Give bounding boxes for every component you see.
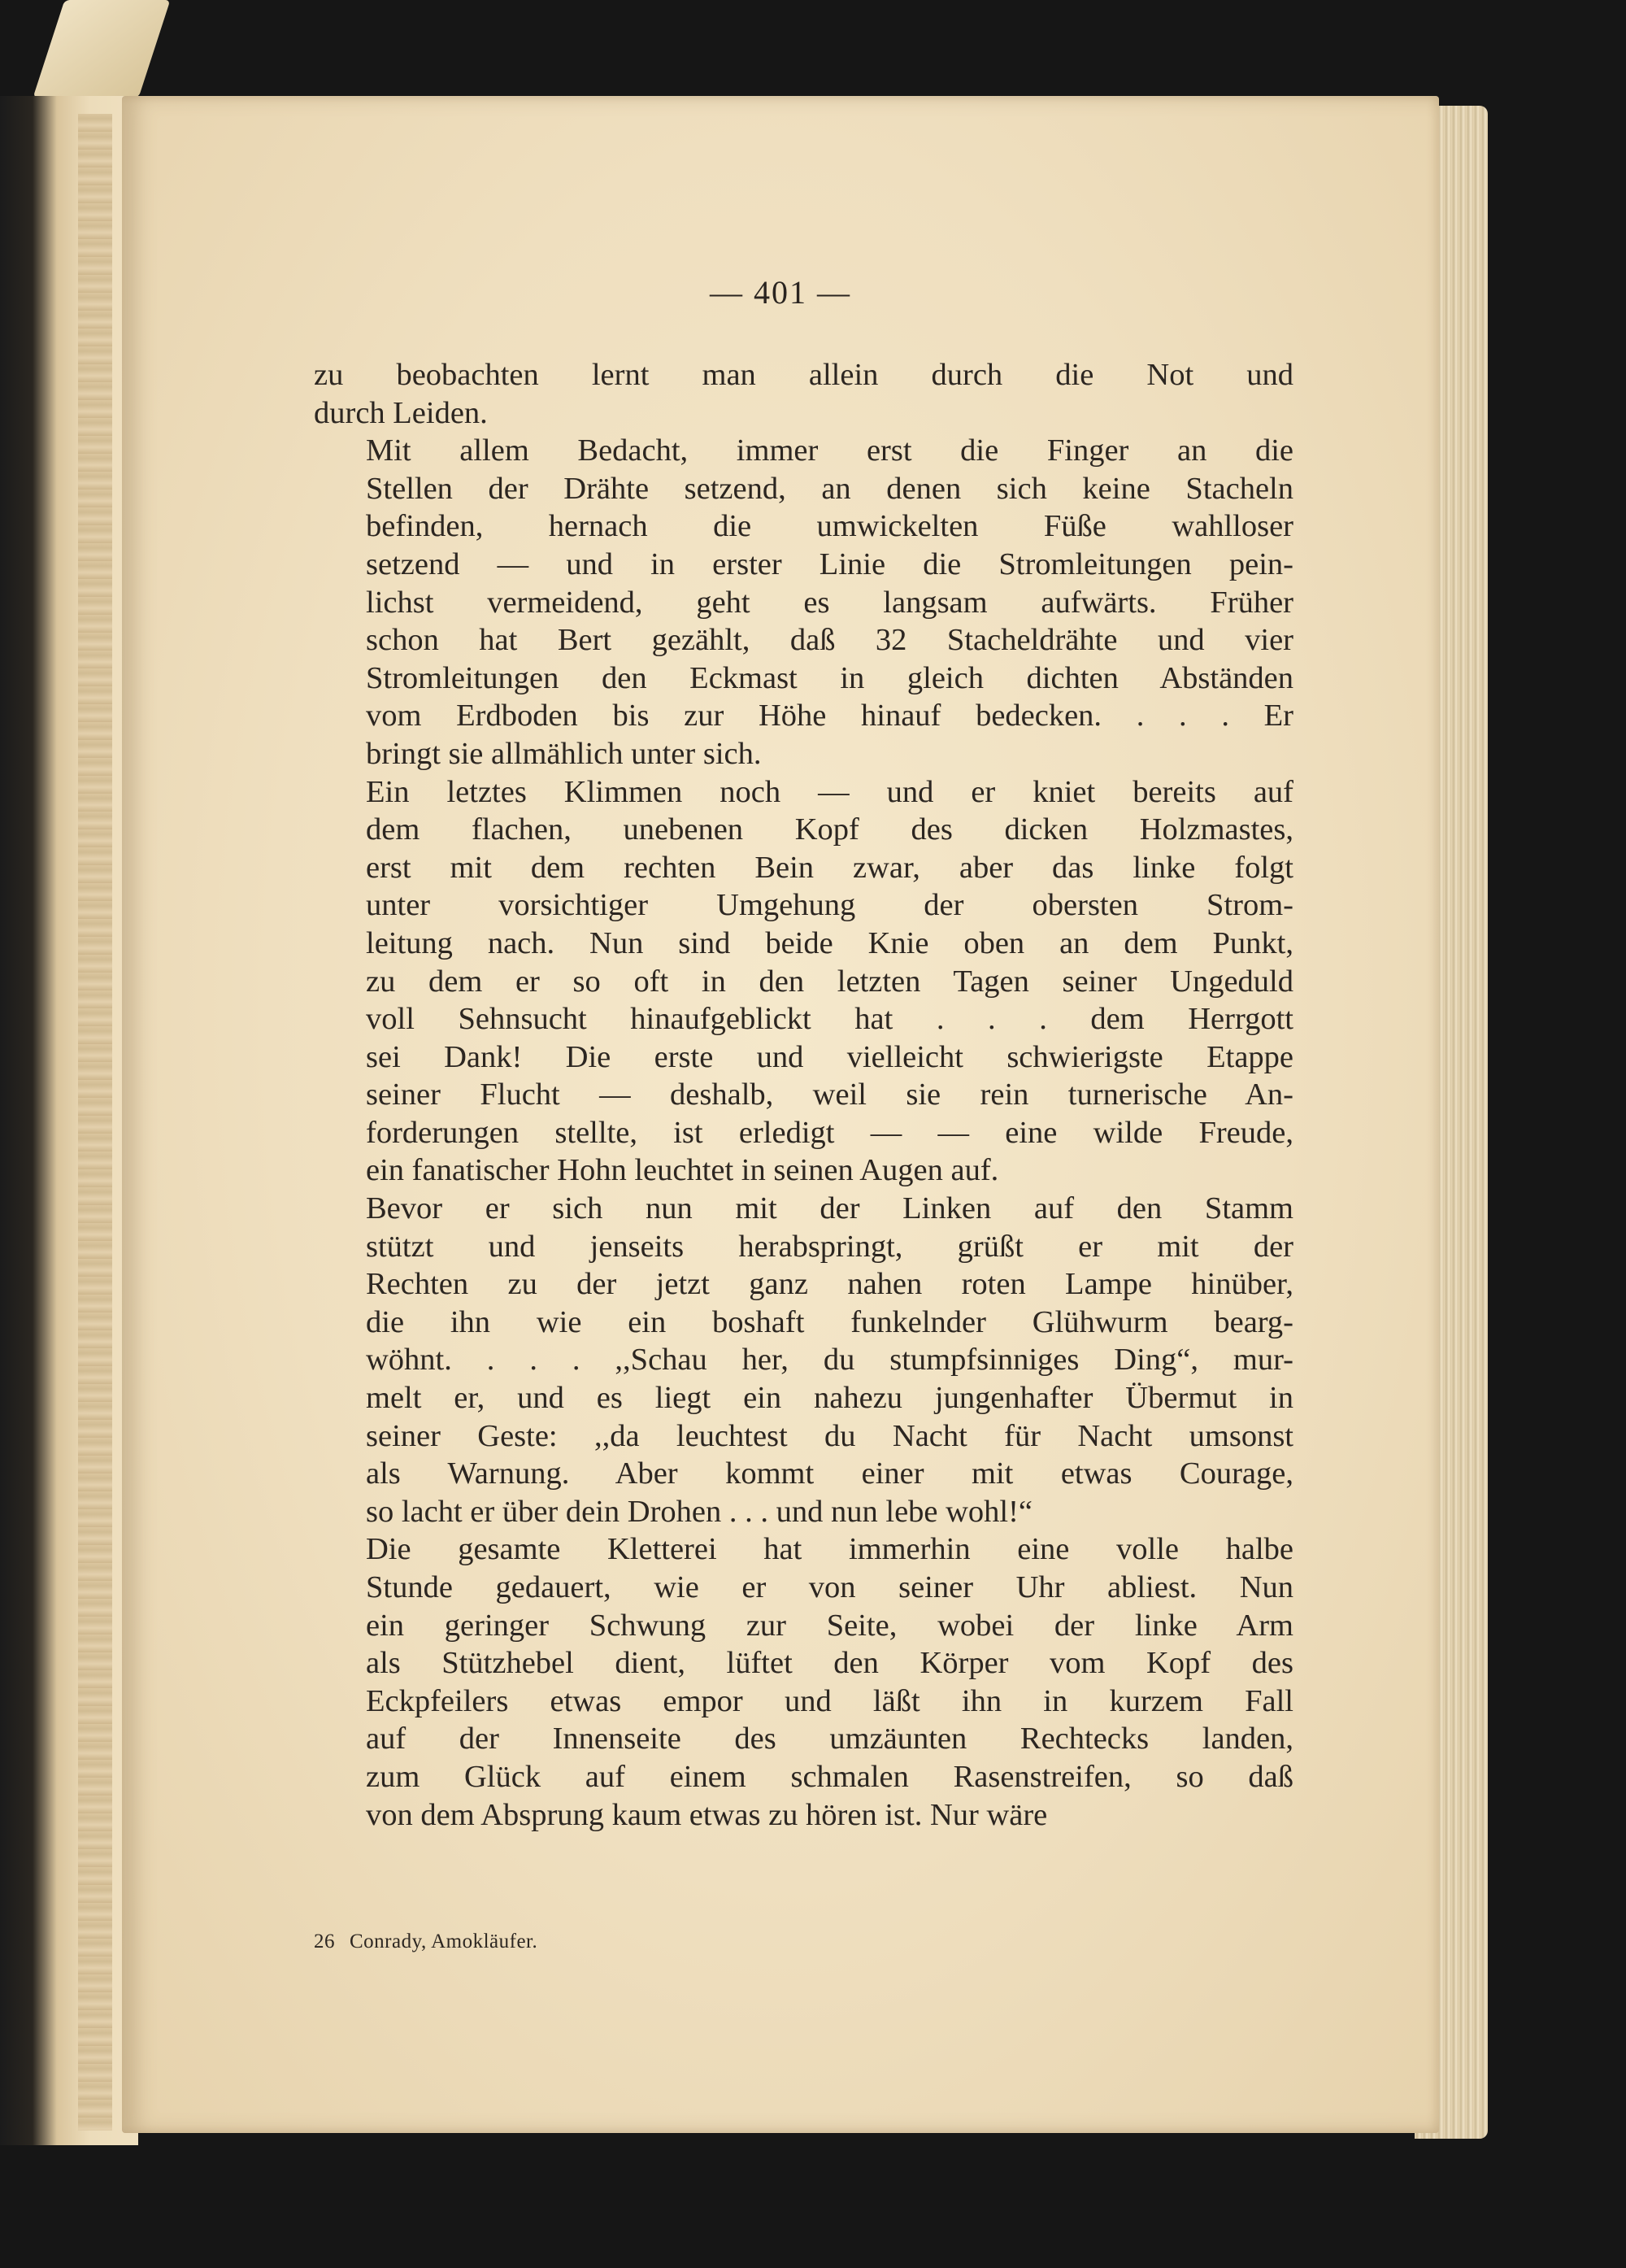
page-number: — 401 — xyxy=(710,274,851,311)
text-line: melt er, und es liegt ein nahezu jungenhafter Übermut in xyxy=(366,1381,1293,1416)
paragraph xyxy=(314,1530,1293,1834)
text-line: durch Leiden. xyxy=(314,395,488,430)
text-line: bringt sie allmählich unter sich. xyxy=(366,736,762,771)
torn-tab xyxy=(33,0,171,98)
text-line: zu beobachten lernt man allein durch die Not und xyxy=(314,358,1293,392)
text-line: seiner Geste: ,,da leuchtest du Nacht für Nacht umsonst xyxy=(366,1418,1293,1453)
footer-signature xyxy=(314,1931,537,1953)
text-line: von dem Absprung kaum etwas zu hören ist. Nur wäre xyxy=(366,1797,1048,1832)
paragraph xyxy=(314,773,1293,1191)
text-line: ein fanatischer Hohn leuchtet in seinen Augen auf. xyxy=(366,1153,999,1188)
text-line: als Stützhebel dient, lüftet den Körper vom Kopf des xyxy=(366,1646,1293,1681)
text-line: Die gesamte Kletterei hat immerhin eine volle halbe xyxy=(366,1532,1293,1567)
text-line: Stunde gedauert, wie er von seiner Uhr abliest. Nun xyxy=(366,1570,1293,1604)
text-line: stützt und jenseits herabspringt, grüßt er mit der xyxy=(366,1229,1293,1264)
text-line: leitung nach. Nun sind beide Knie oben an dem Punkt, xyxy=(366,925,1293,960)
text-line: Eckpfeilers etwas empor und läßt ihn in kurzem Fall xyxy=(366,1683,1293,1718)
text-line: befinden, hernach die umwickelten Füße wahlloser xyxy=(366,509,1293,544)
text-line: so lacht er über dein Drohen . . . und nun lebe wohl!“ xyxy=(366,1494,1033,1529)
signature-title: Conrady, Amokläufer. xyxy=(350,1931,538,1952)
text-line: auf der Innenseite des umzäunten Rechtecks landen, xyxy=(366,1722,1293,1757)
binding-strip xyxy=(78,114,112,2131)
text-line: Bevor er sich nun mit der Linken auf den Stamm xyxy=(366,1191,1293,1226)
text-line: schon hat Bert gezählt, daß 32 Stacheldrähte und vier xyxy=(366,623,1293,658)
text-line: dem flachen, unebenen Kopf des dicken Holzmastes, xyxy=(366,812,1293,847)
text-line: vom Erdboden bis zur Höhe hinauf bedecken. . . . Er xyxy=(366,699,1293,734)
text-line: sei Dank! Die erste und vielleicht schwierigste Etappe xyxy=(366,1039,1293,1074)
text-line: zu dem er so oft in den letzten Tagen seiner Ungeduld xyxy=(366,964,1293,999)
signature-number: 26 xyxy=(314,1931,335,1952)
text-line: setzend — und in erster Linie die Stromleitungen pein- xyxy=(366,546,1293,581)
text-line: die ihn wie ein boshaft funkelnder Glühwurm bearg- xyxy=(366,1304,1293,1339)
text-line: forderungen stellte, ist erledigt — — eine wilde Freude, xyxy=(366,1115,1293,1150)
paragraph xyxy=(314,356,1293,432)
text-line: Ein letztes Klimmen noch — und er kniet bereits auf xyxy=(366,774,1293,809)
text-line: erst mit dem rechten Bein zwar, aber das linke folgt xyxy=(366,850,1293,885)
text-line: unter vorsichtiger Umgehung der obersten Strom- xyxy=(366,888,1293,923)
text-line: voll Sehnsucht hinaufgeblickt hat . . . dem Herrgott xyxy=(366,1002,1293,1037)
text-line: Mit allem Bedacht, immer erst die Finger an die xyxy=(366,433,1293,468)
text-line: Stromleitungen den Eckmast in gleich dichten Abständen xyxy=(366,660,1293,695)
text-line: lichst vermeidend, geht es langsam aufwärts. Früher xyxy=(366,585,1293,620)
text-line: wöhnt. . . . ,,Schau her, du stumpfsinniges Ding“, mur- xyxy=(366,1343,1293,1378)
facing-page-edge xyxy=(0,96,138,2145)
text-line: seiner Flucht — deshalb, weil sie rein turnerische An- xyxy=(366,1077,1293,1112)
text-line: ein geringer Schwung zur Seite, wobei der linke Arm xyxy=(366,1608,1293,1643)
text-line: als Warnung. Aber kommt einer mit etwas Courage, xyxy=(366,1456,1293,1491)
text-line: Rechten zu der jetzt ganz nahen roten Lampe hinüber, xyxy=(366,1267,1293,1302)
body-text xyxy=(314,356,1293,1834)
text-line: zum Glück auf einem schmalen Rasenstreifen, so daß xyxy=(366,1759,1293,1794)
text-line: Stellen der Drähte setzend, an denen sich keine Stacheln xyxy=(366,471,1293,506)
book-page xyxy=(122,96,1439,2133)
paragraph xyxy=(314,432,1293,773)
paragraph xyxy=(314,1190,1293,1530)
